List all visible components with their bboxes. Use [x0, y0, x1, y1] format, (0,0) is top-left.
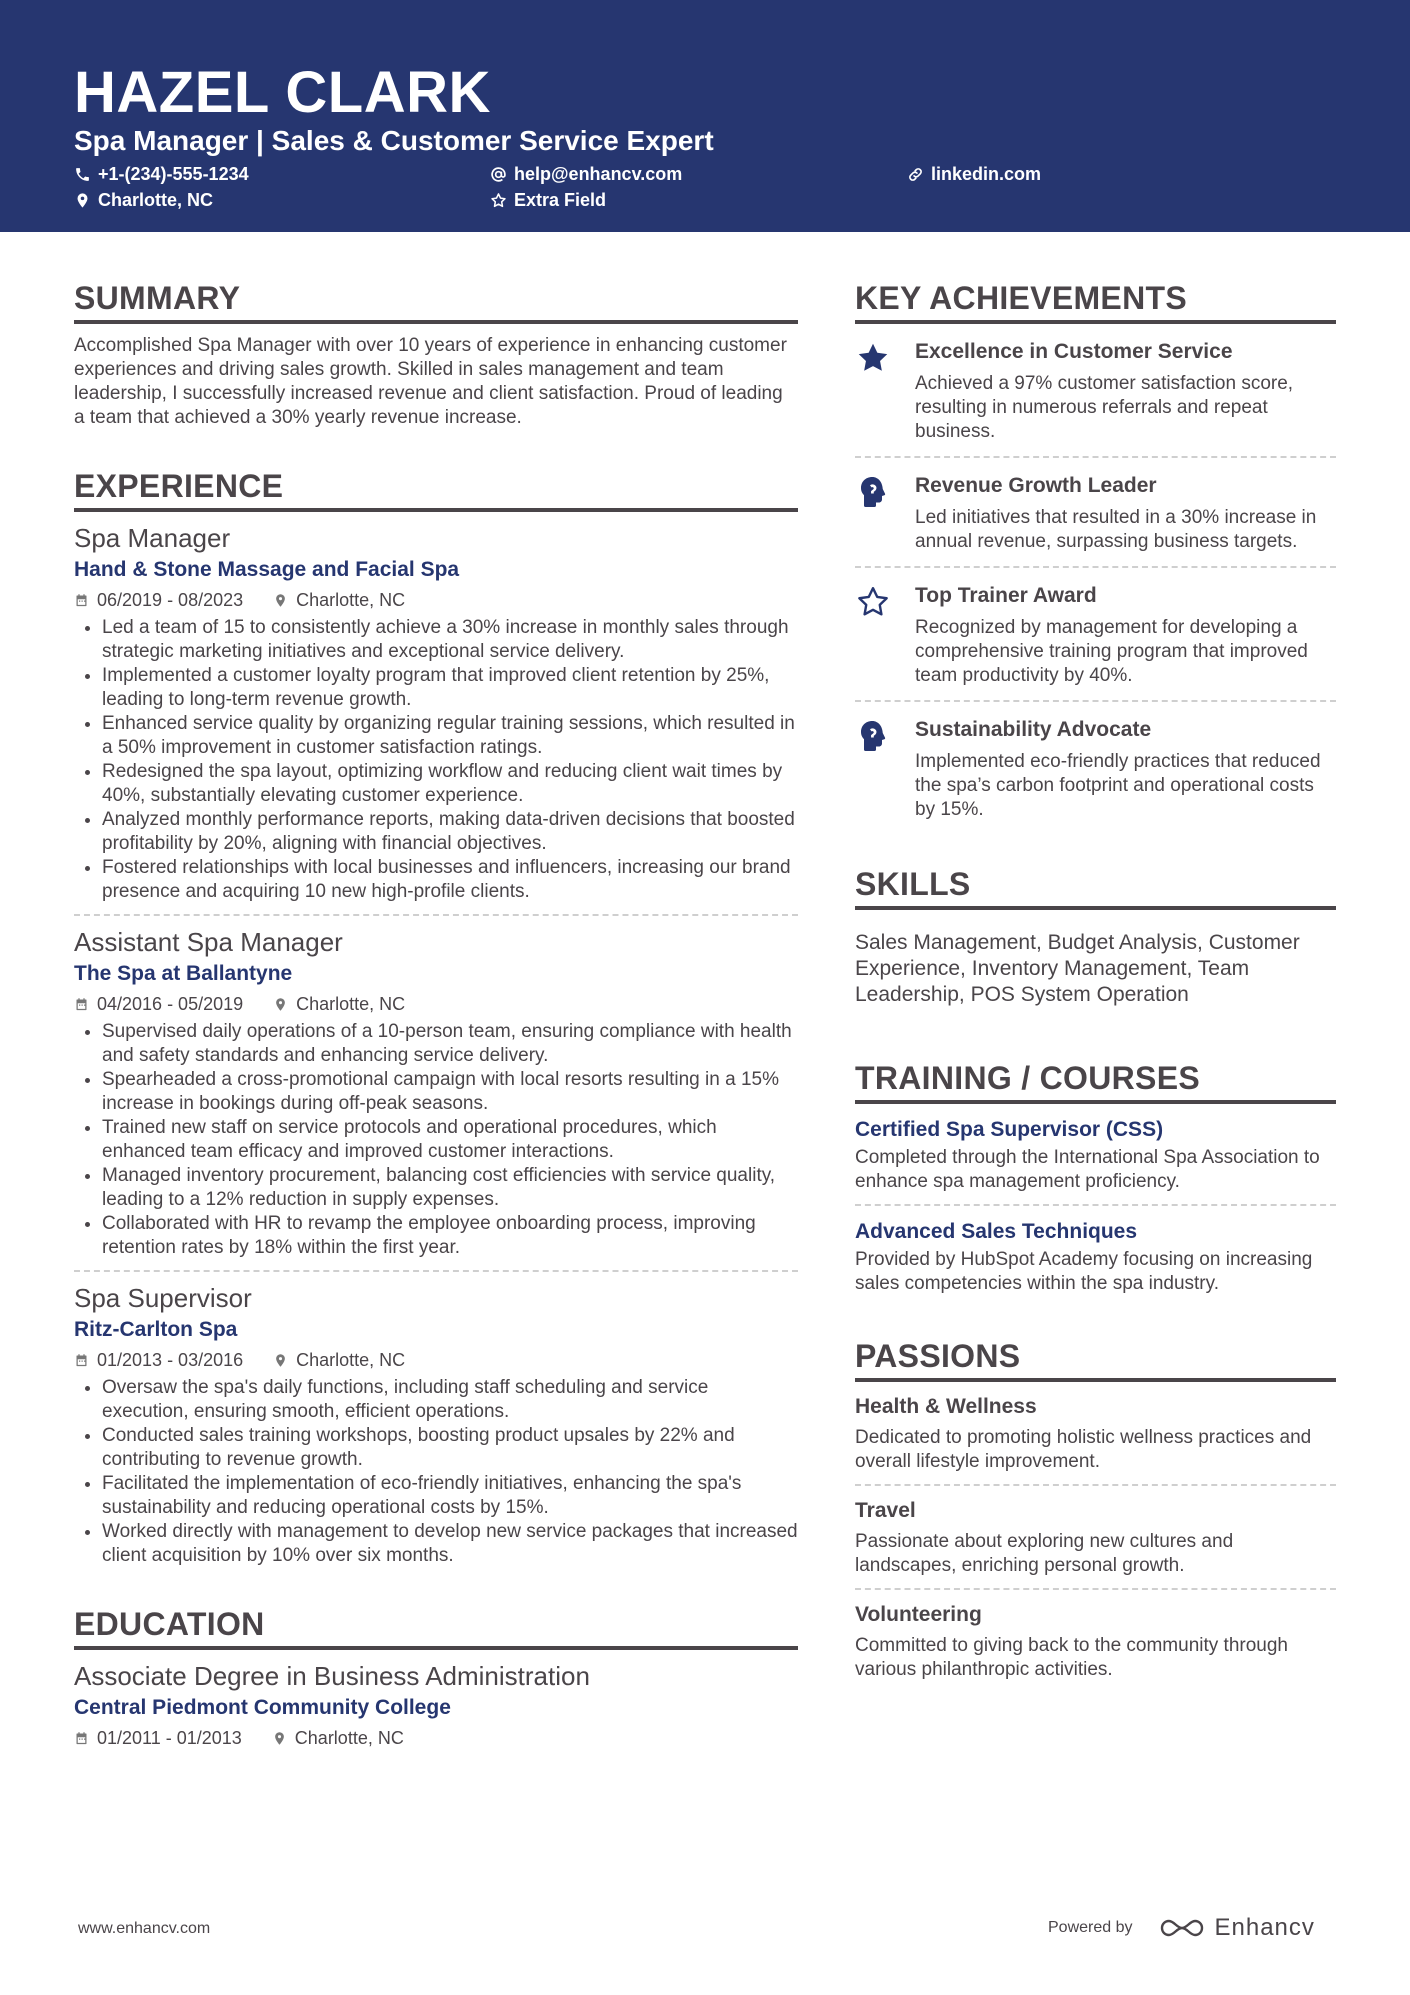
linkedin-text: linkedin.com: [931, 164, 1042, 184]
achievements-title: KEY ACHIEVEMENTS: [855, 278, 1336, 324]
achievement-desc: Implemented eco-friendly practices that reduced the spa’s carbon footprint and operational costs by 15%.: [915, 751, 1321, 820]
powered-by-text: Powered by: [1048, 1919, 1133, 1936]
location-pin-icon: [272, 1731, 287, 1746]
achievement-item: [855, 458, 1336, 568]
summary-text: Accomplished Spa Manager with over 10 years of experience in enhancing customer experiences and driving sales growth. Skilled in sales management and team leadership, I successfully increased revenue and client satisfaction. Proud of leading a team that achieved a 30% yearly revenue increase.: [74, 335, 787, 428]
dates-text: 01/2011 - 01/2013: [97, 1728, 242, 1748]
job-location: [273, 992, 405, 1016]
candidate-headline: Spa Manager | Sales & Customer Service Expert: [74, 125, 714, 156]
location-pin-icon: [273, 593, 288, 608]
star-outline-icon: [855, 584, 891, 620]
experience-entry: [74, 1272, 798, 1578]
job-bullets: [74, 1020, 798, 1260]
location-text: Charlotte, NC: [296, 590, 406, 610]
passion-desc: Committed to giving back to the community through various philanthropic activities.: [855, 1635, 1288, 1680]
training-title-text: Advanced Sales Techniques: [855, 1220, 1138, 1243]
dates-text: 04/2016 - 05/2019: [97, 994, 244, 1014]
summary-section: [74, 278, 798, 430]
skills-title: SKILLS: [855, 864, 1336, 910]
location-text: Charlotte, NC: [296, 1350, 406, 1370]
bullet-item: • Spearheaded a cross-promotional campaign with local resorts resulting in a 15% increase in bookings during off-peak seasons.: [102, 1068, 798, 1116]
calendar-icon: [74, 997, 89, 1012]
calendar-icon: [74, 593, 89, 608]
resume-header: [0, 0, 1410, 232]
job-meta: [74, 1348, 798, 1372]
experience-entry: [74, 916, 798, 1272]
job-meta: [74, 992, 798, 1016]
location-pin-icon: [74, 192, 91, 209]
passion-item: [855, 1486, 1336, 1590]
achievement-title: Sustainability Advocate: [915, 718, 1152, 741]
brand-text: Enhancv: [1214, 1914, 1315, 1941]
contact-phone[interactable]: [74, 163, 249, 185]
location-text: Charlotte, NC: [296, 994, 406, 1014]
school-name: Central Piedmont Community College: [74, 1696, 451, 1719]
bullet-item: • Supervised daily operations of a 10-person team, ensuring compliance with health and safety standards and enhancing service delivery.: [102, 1020, 798, 1068]
job-meta: [74, 588, 798, 612]
dates-text: 06/2019 - 08/2023: [97, 590, 244, 610]
education-location: [272, 1726, 404, 1750]
passions-section: [855, 1336, 1336, 1692]
training-title: TRAINING / COURSES: [855, 1058, 1336, 1104]
at-icon: [490, 166, 507, 183]
passion-title: Travel: [855, 1499, 916, 1522]
enhancv-logo-icon: [1159, 1916, 1205, 1940]
bullet-item: • Oversaw the spa's daily functions, including staff scheduling and service execution, ensuring smooth, efficient operations.: [102, 1376, 798, 1424]
bullet-item: • Conducted sales training workshops, boosting product upsales by 22% and contributing to revenue growth.: [102, 1424, 798, 1472]
education-section: [74, 1604, 798, 1750]
training-title-text: Certified Spa Supervisor (CSS): [855, 1118, 1164, 1141]
passions-title: PASSIONS: [855, 1336, 1336, 1382]
bullet-item: • Redesigned the spa layout, optimizing workflow and reducing client wait times by 40%, substantially elevating customer experience.: [102, 760, 798, 808]
education-title: EDUCATION: [74, 1604, 798, 1650]
job-location: [273, 588, 405, 612]
footer-branding: [1048, 1914, 1315, 1942]
skills-text: Sales Management, Budget Analysis, Customer Experience, Inventory Management, Team Leadership, POS System Operation: [855, 931, 1300, 1006]
right-column: [855, 278, 1336, 1728]
contact-linkedin[interactable]: [907, 163, 1041, 185]
achievement-title: Revenue Growth Leader: [915, 474, 1157, 497]
bullet-item: • Fostered relationships with local businesses and influencers, increasing our brand presence and acquiring 10 new high-profile clients.: [102, 856, 798, 904]
extra-text: Extra Field: [514, 190, 607, 210]
achievement-item: [855, 702, 1336, 834]
passion-item: [855, 1382, 1336, 1486]
link-icon: [907, 166, 924, 183]
skills-section: [855, 864, 1336, 1008]
training-desc: Provided by HubSpot Academy focusing on increasing sales competencies within the spa industry.: [855, 1249, 1313, 1294]
experience-entry: [74, 512, 798, 916]
candidate-name: HAZEL CLARK: [74, 60, 491, 125]
location-text: Charlotte, NC: [294, 1728, 404, 1748]
passion-desc: Passionate about exploring new cultures and landscapes, enriching personal growth.: [855, 1531, 1234, 1576]
achievement-title: Top Trainer Award: [915, 584, 1097, 607]
bullet-item: • Managed inventory procurement, balancing cost efficiencies with service quality, leading to a 12% reduction in supply expenses.: [102, 1164, 798, 1212]
achievement-title: Excellence in Customer Service: [915, 340, 1233, 363]
passion-title: Health & Wellness: [855, 1395, 1037, 1418]
passion-desc: Dedicated to promoting holistic wellness practices and overall lifestyle improvement.: [855, 1427, 1312, 1472]
experience-title: EXPERIENCE: [74, 466, 798, 512]
footer-website[interactable]: www.enhancv.com: [78, 1920, 211, 1937]
company-name: Hand & Stone Massage and Facial Spa: [74, 558, 460, 581]
achievements-section: [855, 278, 1336, 834]
job-dates: [74, 992, 243, 1016]
job-title: Assistant Spa Manager: [74, 927, 343, 957]
bullet-item: • Trained new staff on service protocols and operational procedures, which enhanced team efficacy and improved customer interactions.: [102, 1116, 798, 1164]
dates-text: 01/2013 - 03/2016: [97, 1350, 244, 1370]
job-title: Spa Supervisor: [74, 1283, 252, 1313]
company-name: The Spa at Ballantyne: [74, 962, 293, 985]
bullet-item: • Enhanced service quality by organizing regular training sessions, which resulted in a 50% improvement in customer satisfaction ratings.: [102, 712, 798, 760]
bullet-item: • Analyzed monthly performance reports, making data-driven decisions that boosted profitability by 20%, aligning with financial objectives.: [102, 808, 798, 856]
contact-email[interactable]: [490, 163, 682, 185]
location-pin-icon: [273, 997, 288, 1012]
achievement-item: [855, 324, 1336, 458]
degree-title: Associate Degree in Business Administration: [74, 1661, 590, 1691]
achievement-desc: Led initiatives that resulted in a 30% increase in annual revenue, surpassing business targets.: [915, 507, 1317, 552]
job-title: Spa Manager: [74, 523, 231, 553]
training-item: [855, 1104, 1336, 1206]
bullet-item: • Facilitated the implementation of eco-friendly initiatives, enhancing the spa's sustainability and reducing operational costs by 15%.: [102, 1472, 798, 1520]
job-dates: [74, 588, 243, 612]
experience-section: [74, 466, 798, 1578]
head-icon: [855, 474, 891, 510]
calendar-icon: [74, 1731, 89, 1746]
training-section: [855, 1058, 1336, 1306]
location-pin-icon: [273, 1353, 288, 1368]
contact-location: [74, 189, 213, 211]
passion-title: Volunteering: [855, 1603, 982, 1626]
bullet-item: • Implemented a customer loyalty program that improved client retention by 25%, leading to long-term revenue growth.: [102, 664, 798, 712]
bullet-item: • Led a team of 15 to consistently achieve a 30% increase in monthly sales through strategic marketing initiatives and exceptional service delivery.: [102, 616, 798, 664]
job-dates: [74, 1348, 243, 1372]
job-location: [273, 1348, 405, 1372]
bullet-item: • Worked directly with management to develop new service packages that increased client acquisition by 10% over six months.: [102, 1520, 798, 1568]
location-text: Charlotte, NC: [98, 190, 214, 210]
training-desc: Completed through the International Spa Association to enhance spa management proficiency.: [855, 1147, 1320, 1192]
summary-title: SUMMARY: [74, 278, 798, 324]
phone-text: +1-(234)-555-1234: [98, 164, 249, 184]
bullet-item: • Collaborated with HR to revamp the employee onboarding process, improving retention rates by 18% within the first year.: [102, 1212, 798, 1260]
passion-item: [855, 1590, 1336, 1692]
head-icon: [855, 718, 891, 754]
job-bullets: [74, 1376, 798, 1568]
contact-extra: [490, 189, 606, 211]
education-dates: [74, 1726, 242, 1750]
calendar-icon: [74, 1353, 89, 1368]
star-filled-icon: [855, 340, 891, 376]
achievement-item: [855, 568, 1336, 702]
star-outline-icon: [490, 192, 507, 209]
achievement-desc: Recognized by management for developing a comprehensive training program that improved team productivity by 40%.: [915, 617, 1308, 686]
training-item: [855, 1206, 1336, 1306]
company-name: Ritz-Carlton Spa: [74, 1318, 238, 1341]
email-text: help@enhancv.com: [514, 164, 683, 184]
achievement-desc: Achieved a 97% customer satisfaction score, resulting in numerous referrals and repeat business.: [915, 373, 1294, 442]
phone-icon: [74, 166, 91, 183]
job-bullets: [74, 616, 798, 904]
education-meta: [74, 1726, 798, 1750]
left-column: [74, 278, 798, 1786]
enhancv-logo[interactable]: [1159, 1914, 1315, 1942]
